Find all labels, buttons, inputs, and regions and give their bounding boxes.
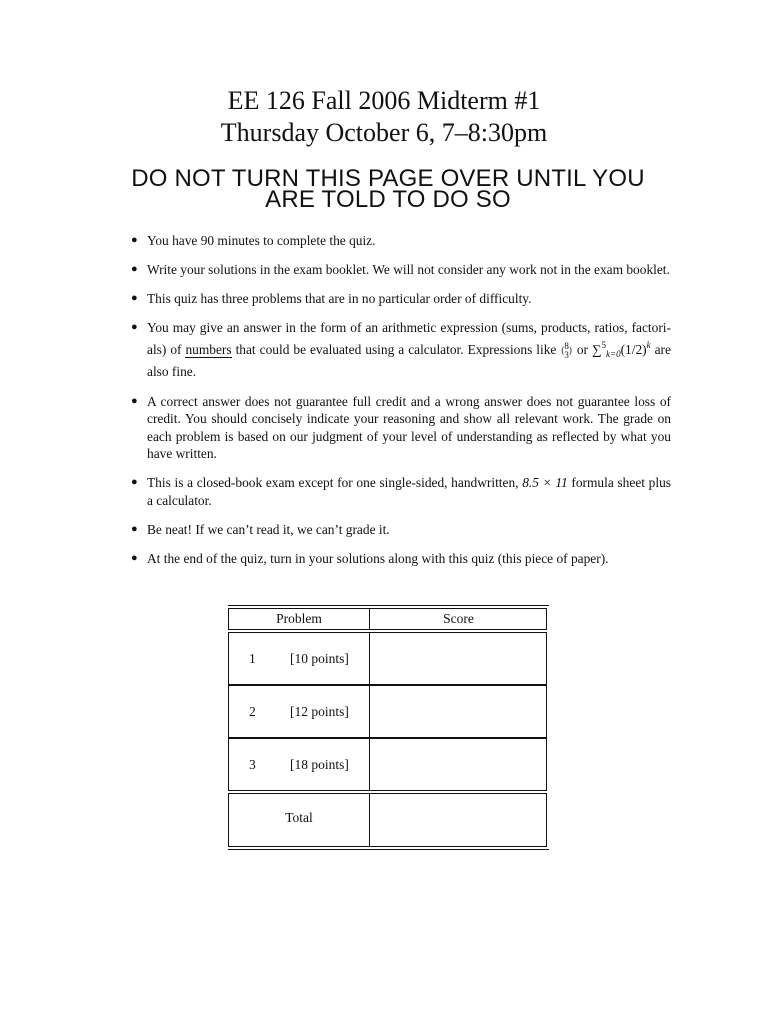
header-score: Score [443,611,474,626]
table-header-row [228,608,547,630]
instruction-item: ● This is a closed-book exam except for one single-sided, handwritten, 8.5 × 11 formula sheet plus a calculator. [131,475,671,509]
instruction-item: ● Write your solutions in the exam booklet. We will not consider any work not in the exam booklet. [131,262,670,278]
bullet-icon: ● [131,476,138,489]
warning-line-1: DO NOT TURN THIS PAGE OVER UNTIL YOU [131,165,645,192]
instruction-item: ● You have 90 minutes to complete the quiz. [131,233,376,248]
problem-points: [18 points] [290,757,349,772]
bullet-icon: ● [131,523,138,536]
instruction-item: ● A correct answer does not guarantee full credit and a wrong answer does not guarantee loss of credit. You should concisely indicate your reasoning and show all relevant work. The grade on each problem is based on our judgment of your level of understanding as reflected by what you have written. [131,393,671,462]
underlined-word: numbers [185,341,232,357]
warning-line-2: ARE TOLD TO DO SO [265,186,511,213]
bullet-icon: ● [131,234,138,246]
instruction-item: ● You may give an answer in the form of an arithmetic expression (sums, products, ratios, factori-als) of numbers that could be evaluated using a calculator. Expressions like (8 3) or $\sum^5_{k=0}(1/2)^k$ are also fine. [131,320,671,380]
table-row [228,632,547,685]
problem-number: 1 [249,651,256,666]
bullet-icon: ● [131,394,138,407]
bullet-icon: ● [131,552,138,565]
score-table [228,605,549,850]
exam-title: EE 126 Fall 2006 Midterm #1 [227,86,541,115]
table-row [228,738,547,791]
sheet-size: 8.5 × 11 [522,475,568,491]
problem-number: 3 [249,757,256,772]
instruction-item: ● This quiz has three problems that are in no particular order of difficulty. [131,291,532,307]
total-label: Total [285,810,313,825]
bullet-icon: ● [131,263,138,276]
problem-points: [12 points] [290,704,349,719]
binomial-expression: (8 3) [561,340,572,360]
instruction-item: ● Be neat! If we can’t read it, we can’t grade it. [131,522,390,538]
sum-expression: $\sum^5_{k=0}(1/2)^k$ [591,339,651,359]
exam-date: Thursday October 6, 7–8:30pm [220,118,548,147]
bullet-icon: ● [131,292,138,305]
table-bottom-rule [228,849,549,850]
table-total-row [228,793,547,847]
header-problem: Problem [276,611,322,626]
table-top-rule [228,605,549,606]
bullet-icon: ● [131,321,138,334]
instruction-item: ● At the end of the quiz, turn in your solutions along with this quiz (this piece of paper). [131,551,609,567]
problem-number: 2 [249,704,256,719]
table-row [228,685,547,738]
problem-points: [10 points] [290,651,349,666]
instructions-list [131,232,671,579]
